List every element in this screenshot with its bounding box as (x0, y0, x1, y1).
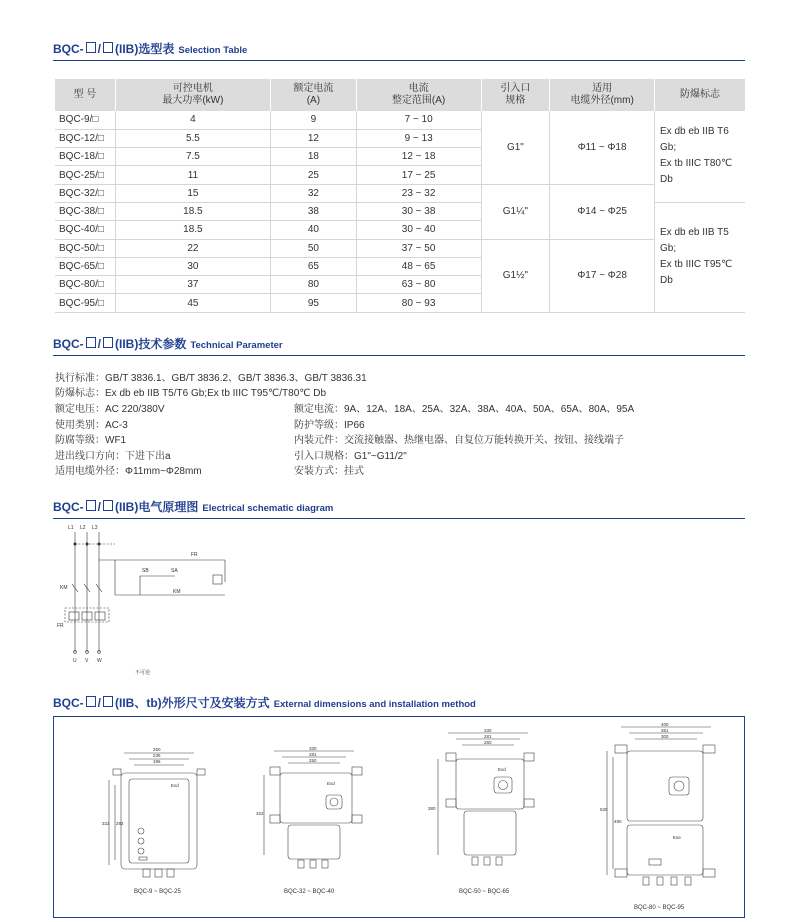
table-cell: 80 (271, 276, 357, 294)
table-cell: 18.5 (115, 221, 270, 239)
table-cell: 45 (115, 294, 270, 312)
fr-contact-label: FR (191, 552, 198, 558)
table-cell: BQC-18/□ (55, 148, 115, 166)
enclosure-drawing (599, 721, 739, 911)
table-cell: 17 ~ 25 (356, 166, 481, 184)
param-anticorrosion: 防腐等级：WF1 (55, 435, 127, 446)
exmark-cell: Ex db eb IIB T6 Gb; Ex tb IIIC T80℃ Db (655, 111, 745, 202)
header-cable: 适用 电缆外径(mm) (550, 79, 655, 111)
box-glyph (86, 500, 96, 511)
dim-label: 281 (484, 734, 492, 739)
output-label: U (73, 658, 77, 664)
table-cell: 65 (271, 257, 357, 275)
section-rule (53, 60, 745, 61)
box-glyph (103, 42, 113, 53)
section-title-selection (53, 40, 247, 58)
exe-label: Exe (673, 835, 681, 840)
model-sep: / (97, 42, 102, 56)
param-components: 内装元件：交流接触器、热继电器、自复位万能转换开关、按钮、接线端子 (294, 435, 624, 446)
table-cell: BQC-12/□ (55, 129, 115, 147)
table-header-row (55, 79, 745, 111)
entry-cell: G1" (481, 111, 550, 184)
table-cell: 18 (271, 148, 357, 166)
table-cell: 4 (115, 111, 270, 129)
dim-label: 322 (102, 821, 110, 826)
dim-label: 281 (309, 752, 317, 757)
table-cell: BQC-50/□ (55, 239, 115, 257)
table-cell: BQC-32/□ (55, 184, 115, 202)
table-cell: 9 ~ 13 (356, 129, 481, 147)
param-standard: 执行标准：GB/T 3836.1、GB/T 3836.2、GB/T 3836.3、GB/T 3836.31 (55, 373, 367, 384)
dim-label: 351 (661, 728, 669, 733)
dim-label: 530 (600, 807, 608, 812)
cable-cell: Φ17 ~ Φ28 (550, 239, 655, 312)
table-cell: 30 ~ 40 (356, 221, 481, 239)
dim-label: 292 (116, 821, 124, 826)
dim-label: 330 (484, 728, 492, 733)
table-cell: BQC-40/□ (55, 221, 115, 239)
table-cell: 37 ~ 50 (356, 239, 481, 257)
section-title-technical: BQC- / (IIB) 技术参数 Technical Parameter (53, 337, 283, 351)
table-cell: 95 (271, 294, 357, 312)
param-exmark: 防爆标志：Ex db eb IIB T5/T6 Gb;Ex tb IIIC T95℃/T80℃ Db (55, 388, 327, 399)
exd-label: Exd (498, 767, 506, 772)
table-cell: 63 ~ 80 (356, 276, 481, 294)
header-power: 可控电机 最大功率(kW) (115, 79, 270, 111)
dim-label: 490 (614, 819, 622, 824)
model-tag: (IIB) (115, 42, 139, 56)
header-current: 额定电流 (A) (271, 79, 357, 111)
dim-label: 330 (309, 746, 317, 751)
table-cell: BQC-65/□ (55, 257, 115, 275)
section-title-schematic: BQC- / (IIB) 电气原理图 Electrical schematic diagram (53, 500, 334, 514)
section-rule (53, 518, 745, 519)
table-cell: 23 ~ 32 (356, 184, 481, 202)
exmark-cell: Ex db eb IIB T5 Gb; Ex tb IIIC T95℃ Db (655, 202, 745, 312)
table-cell: 38 (271, 202, 357, 220)
dim-label: 196 (153, 759, 161, 764)
table-cell: 12 (271, 129, 357, 147)
box-glyph (86, 42, 96, 53)
table-cell: 30 (115, 257, 270, 275)
dim-label: 380 (428, 806, 436, 811)
km-label: KM (60, 585, 68, 591)
output-label: V (85, 658, 89, 664)
figure-caption: BQC-50 ~ BQC-65 (459, 889, 510, 895)
table-cell: BQC-38/□ (55, 202, 115, 220)
exd-label: Exd (171, 783, 179, 788)
phase-label: L1 (68, 525, 74, 531)
table-cell: 7 ~ 10 (356, 111, 481, 129)
dim-label: 322 (256, 811, 264, 816)
header-entry: 引入口 规格 (481, 79, 550, 111)
table-cell: 12 ~ 18 (356, 148, 481, 166)
schematic-note: 不可逆 (135, 670, 151, 676)
table-cell: 18.5 (115, 202, 270, 220)
table-row (55, 184, 745, 202)
enclosure-drawing (254, 745, 374, 895)
table-cell: 37 (115, 276, 270, 294)
header-range: 电流 整定范围(A) (356, 79, 481, 111)
figure-caption: BQC-80 ~ BQC-95 (634, 905, 685, 911)
sa-label: SA (171, 568, 178, 574)
table-cell: 9 (271, 111, 357, 129)
box-glyph (103, 696, 113, 707)
table-cell: BQC-80/□ (55, 276, 115, 294)
dim-label: 250 (484, 740, 492, 745)
param-protection: 防护等级：IP66 (294, 420, 365, 431)
entry-cell: G1¼" (481, 184, 550, 239)
dim-label: 250 (309, 758, 317, 763)
dim-label: 260 (153, 747, 161, 752)
phase-label: L3 (92, 525, 98, 531)
param-voltage: 额定电压：AC 220/380V (55, 404, 165, 415)
box-glyph (103, 500, 113, 511)
header-model: 型 号 (55, 79, 115, 111)
table-cell: 50 (271, 239, 357, 257)
table-cell: 22 (115, 239, 270, 257)
section-title-dimensions: BQC- / (IIB、tb) 外形尺寸及安装方式 External dimensions and installation method (53, 696, 476, 710)
exd-label: Exd (327, 781, 335, 786)
model-prefix: BQC- (53, 42, 84, 56)
param-cable-diameter: 适用电缆外径：Φ11mm~Φ28mm (55, 466, 202, 477)
cable-cell: Φ11 ~ Φ18 (550, 111, 655, 184)
box-glyph (86, 696, 96, 707)
section-rule (53, 355, 745, 356)
enclosure-drawing (424, 725, 554, 895)
param-current: 额定电流：9A、12A、18A、25A、32A、38A、40A、50A、65A、80A、95A (294, 404, 635, 415)
box-glyph (86, 337, 96, 348)
table-cell: 30 ~ 38 (356, 202, 481, 220)
figure-caption: BQC-9 ~ BQC-25 (134, 889, 181, 895)
title-cn: 选型表 (138, 42, 175, 56)
title-en: Selection Table (178, 45, 248, 56)
electrical-schematic (55, 520, 255, 680)
table-cell: 5.5 (115, 129, 270, 147)
table-row (55, 239, 745, 257)
sb-label: SB (142, 568, 149, 574)
table-cell: 25 (271, 166, 357, 184)
table-cell: 48 ~ 65 (356, 257, 481, 275)
table-cell: 7.5 (115, 148, 270, 166)
cable-cell: Φ14 ~ Φ25 (550, 184, 655, 239)
box-glyph (103, 337, 113, 348)
km-coil-label: KM (173, 589, 181, 595)
table-cell: 32 (271, 184, 357, 202)
table-cell: BQC-9/□ (55, 111, 115, 129)
param-install: 安装方式：挂式 (294, 466, 364, 477)
enclosure-drawing (99, 745, 219, 895)
entry-cell: G1½" (481, 239, 550, 312)
table-row (55, 111, 745, 129)
table-cell: BQC-95/□ (55, 294, 115, 312)
param-category: 使用类别：AC-3 (55, 420, 128, 431)
header-exmark: 防爆标志 (655, 79, 745, 111)
dim-label: 236 (153, 753, 161, 758)
table-cell: 40 (271, 221, 357, 239)
dim-label: 400 (661, 722, 669, 727)
param-entry-spec: 引入口规格：G1"~G11/2" (294, 451, 407, 462)
phase-label: L2 (80, 525, 86, 531)
table-cell: 80 ~ 93 (356, 294, 481, 312)
dimensions-panel (53, 716, 745, 918)
table-cell: 15 (115, 184, 270, 202)
table-cell: BQC-25/□ (55, 166, 115, 184)
fr-label: FR (57, 623, 64, 629)
dim-label: 300 (661, 734, 669, 739)
table-cell: 11 (115, 166, 270, 184)
figure-caption: BQC-32 ~ BQC-40 (284, 889, 335, 895)
selection-table (55, 79, 745, 313)
param-cable-direction: 进出线口方向：下进下出a (55, 451, 171, 462)
output-label: W (97, 658, 102, 664)
